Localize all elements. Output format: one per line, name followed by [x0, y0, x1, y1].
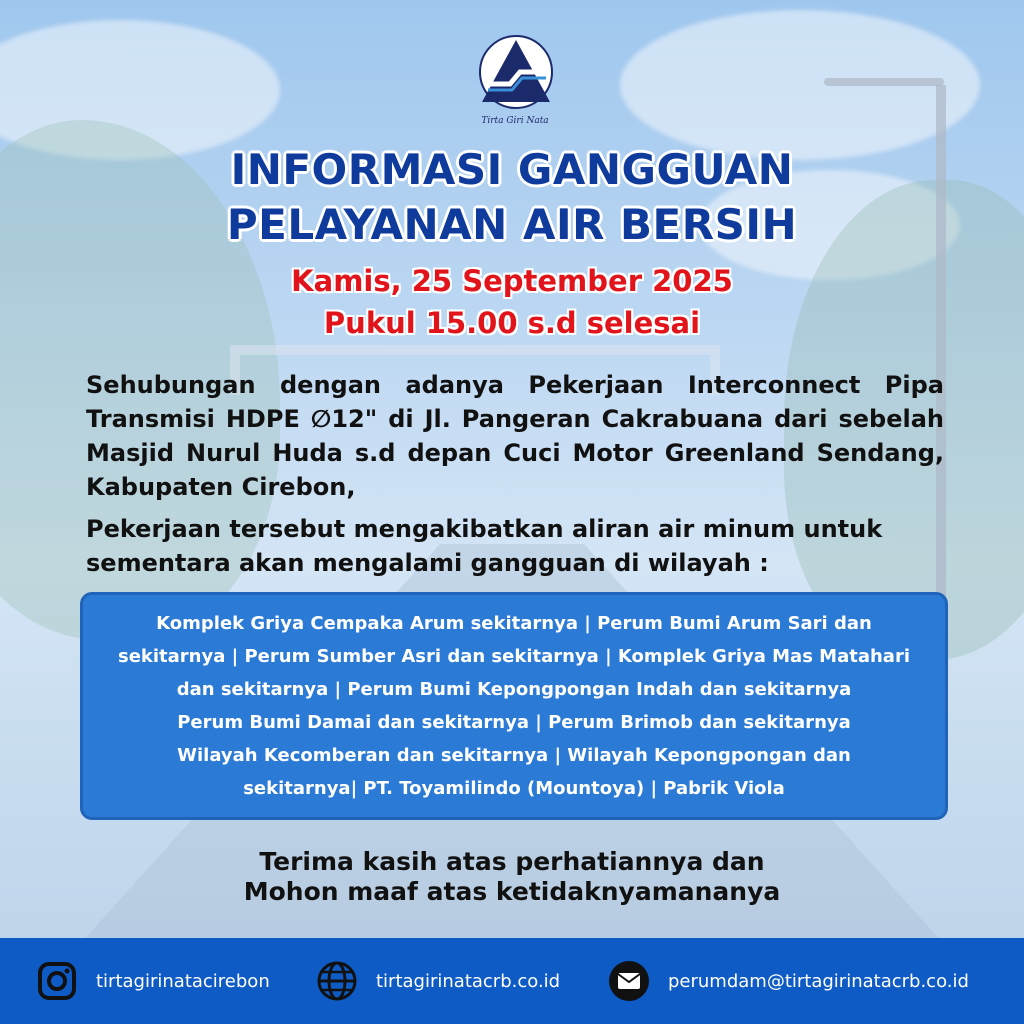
globe-icon: [316, 960, 358, 1002]
closing-line2: Mohon maaf atas ketidaknyamananya: [243, 877, 781, 906]
area-line: sekitarnya| PT. Toyamilindo (Mountoya) | Pabrik Viola: [243, 778, 785, 799]
closing-line1: Terima kasih atas perhatiannya dan: [259, 847, 765, 876]
website-url: tirtagirinatacrb.co.id: [376, 970, 561, 992]
disruption-date: Kamis, 25 September 2025: [291, 264, 733, 298]
area-line: Wilayah Kecomberan dan sekitarnya | Wilayah Kepongpongan dan: [177, 745, 851, 766]
area-line: Komplek Griya Cempaka Arum sekitarnya | Perum Bumi Arum Sari dan: [156, 613, 872, 634]
email-address: perumdam@tirtagirinatacrb.co.id: [668, 970, 969, 992]
contact-footer: [0, 938, 1024, 1024]
disruption-time: Pukul 15.00 s.d selesai: [323, 306, 701, 340]
intro-paragraph: Sehubungan dengan adanya Pekerjaan Interconnect Pipa Transmisi HDPE ∅12" di Jl. Pangeran Cakrabuana dari sebelah Masjid Nurul Huda s.d depan Cuci Motor Greenland Sendang, Kabupaten Cirebon,: [86, 371, 944, 501]
logo-caption: Tirta Giri Nata: [481, 116, 549, 126]
impact-paragraph: Pekerjaan tersebut mengakibatkan aliran air minum untuk sementara akan mengalami gangguan di wilayah :: [86, 515, 883, 577]
mail-icon: [608, 960, 650, 1002]
area-line: sekitarnya | Perum Sumber Asri dan sekitarnya | Komplek Griya Mas Matahari: [117, 646, 911, 667]
instagram-handle: tirtagirinatacirebon: [96, 970, 270, 992]
instagram-link[interactable]: [36, 960, 270, 1002]
affected-areas-list: [118, 607, 910, 805]
instagram-icon: [36, 960, 78, 1002]
title-line1: INFORMASI GANGGUAN: [230, 145, 794, 194]
title-line2: PELAYANAN AIR BERSIH: [226, 200, 798, 249]
email-link[interactable]: [608, 960, 969, 1002]
company-logo: [476, 32, 556, 128]
affected-areas-box: [80, 592, 948, 820]
website-link[interactable]: [316, 960, 560, 1002]
area-line: Perum Bumi Damai dan sekitarnya | Perum Brimob dan sekitarnya: [177, 712, 851, 733]
area-line: dan sekitarnya | Perum Bumi Kepongpongan Indah dan sekitarnya: [176, 679, 852, 700]
